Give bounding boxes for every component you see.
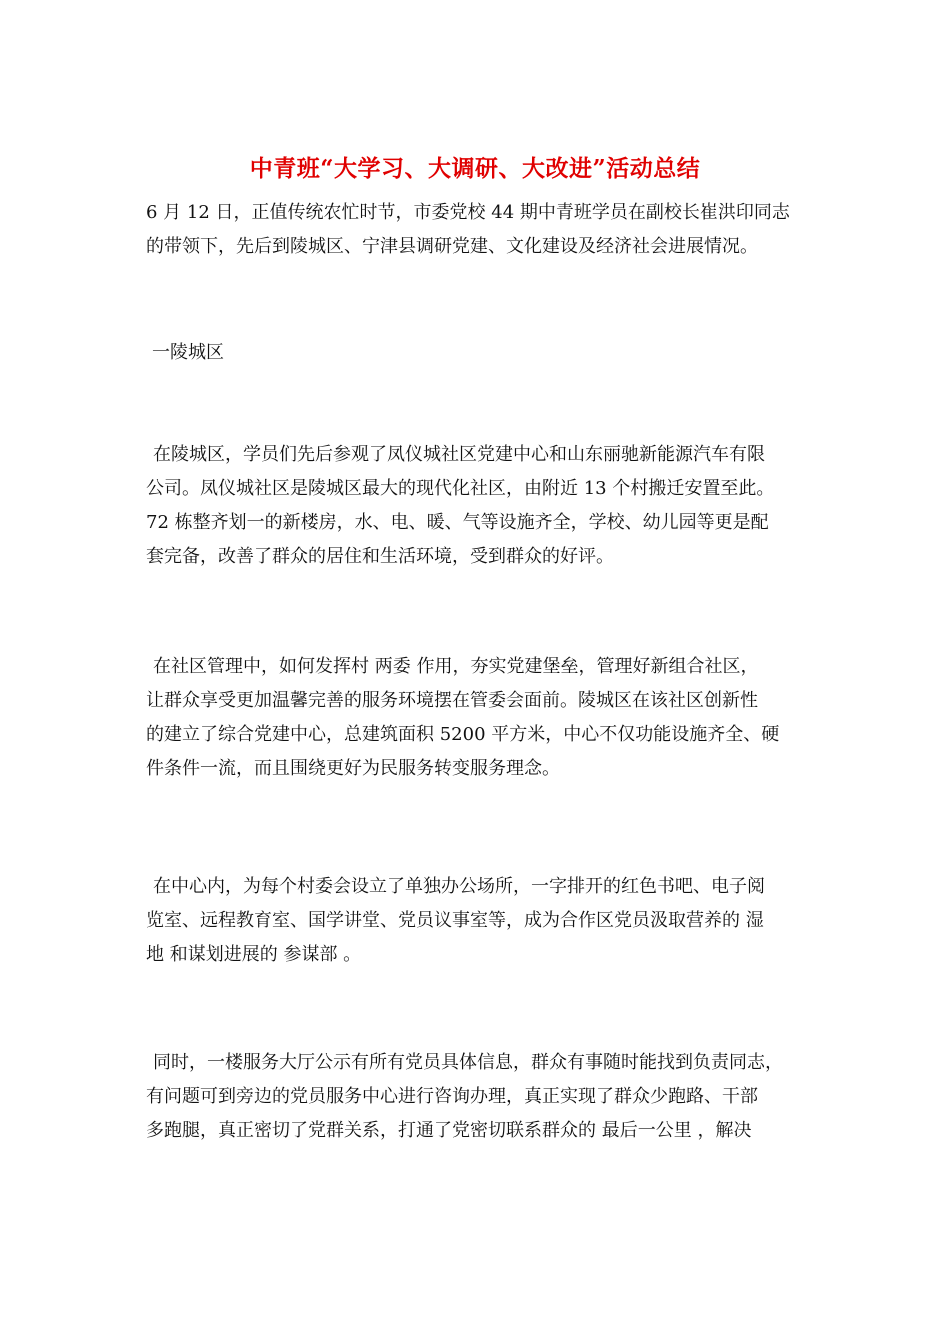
section-heading	[152, 336, 822, 370]
paragraph-4	[146, 1046, 816, 1148]
paragraph-line: 公司。凤仪城社区是陵城区最大的现代化社区，由附近 13 个村搬迁安置至此。	[146, 478, 775, 499]
paragraph-line: 览室、远程教育室、国学讲堂、党员议事室等，成为合作区党员汲取营养的 湿	[146, 910, 764, 931]
paragraph-line: 多跑腿，真正密切了党群关系，打通了党密切联系群众的 最后一公里 ，解决	[146, 1120, 752, 1141]
intro-line: 6 月 12 日，正值传统农忙时节，市委党校 44 期中青班学员在副校长崔洪印同志	[146, 202, 790, 223]
intro-paragraph	[146, 196, 816, 264]
paragraph-line: 让群众享受更加温馨完善的服务环境摆在管委会面前。陵城区在该社区创新性	[146, 690, 758, 711]
paragraph-line: 件条件一流，而且围绕更好为民服务转变服务理念。	[146, 758, 560, 779]
paragraph-3	[146, 870, 816, 972]
paragraph-line: 72 栋整齐划一的新楼房，水、电、暖、气等设施齐全，学校、幼儿园等更是配	[146, 512, 769, 533]
section-heading-text: 一陵城区	[152, 342, 224, 363]
paragraph-1	[146, 438, 816, 574]
paragraph-line: 有问题可到旁边的党员服务中心进行咨询办理，真正实现了群众少跑路、干部	[146, 1086, 758, 1107]
paragraph-line: 在陵城区，学员们先后参观了凤仪城社区党建中心和山东丽驰新能源汽车有限	[153, 444, 765, 465]
paragraph-line: 同时，一楼服务大厅公示有所有党员具体信息，群众有事随时能找到负责同志，	[153, 1052, 783, 1073]
document-title: 中青班“大学习、大调研、大改进”活动总结	[249, 155, 701, 182]
paragraph-line: 在中心内，为每个村委会设立了单独办公场所，一字排开的红色书吧、电子阅	[153, 876, 765, 897]
paragraph-line: 的建立了综合党建中心，总建筑面积 5200 平方米，中心不仅功能设施齐全、硬	[146, 724, 780, 745]
paragraph-line: 套完备，改善了群众的居住和生活环境，受到群众的好评。	[146, 546, 614, 567]
paragraph-line: 地 和谋划进展的 参谋部 。	[146, 944, 362, 965]
intro-line: 的带领下，先后到陵城区、宁津县调研党建、文化建设及经济社会进展情况。	[146, 236, 758, 257]
paragraph-2	[146, 650, 816, 786]
paragraph-line: 在社区管理中，如何发挥村 两委 作用，夯实党建堡垒，管理好新组合社区，	[153, 656, 759, 677]
